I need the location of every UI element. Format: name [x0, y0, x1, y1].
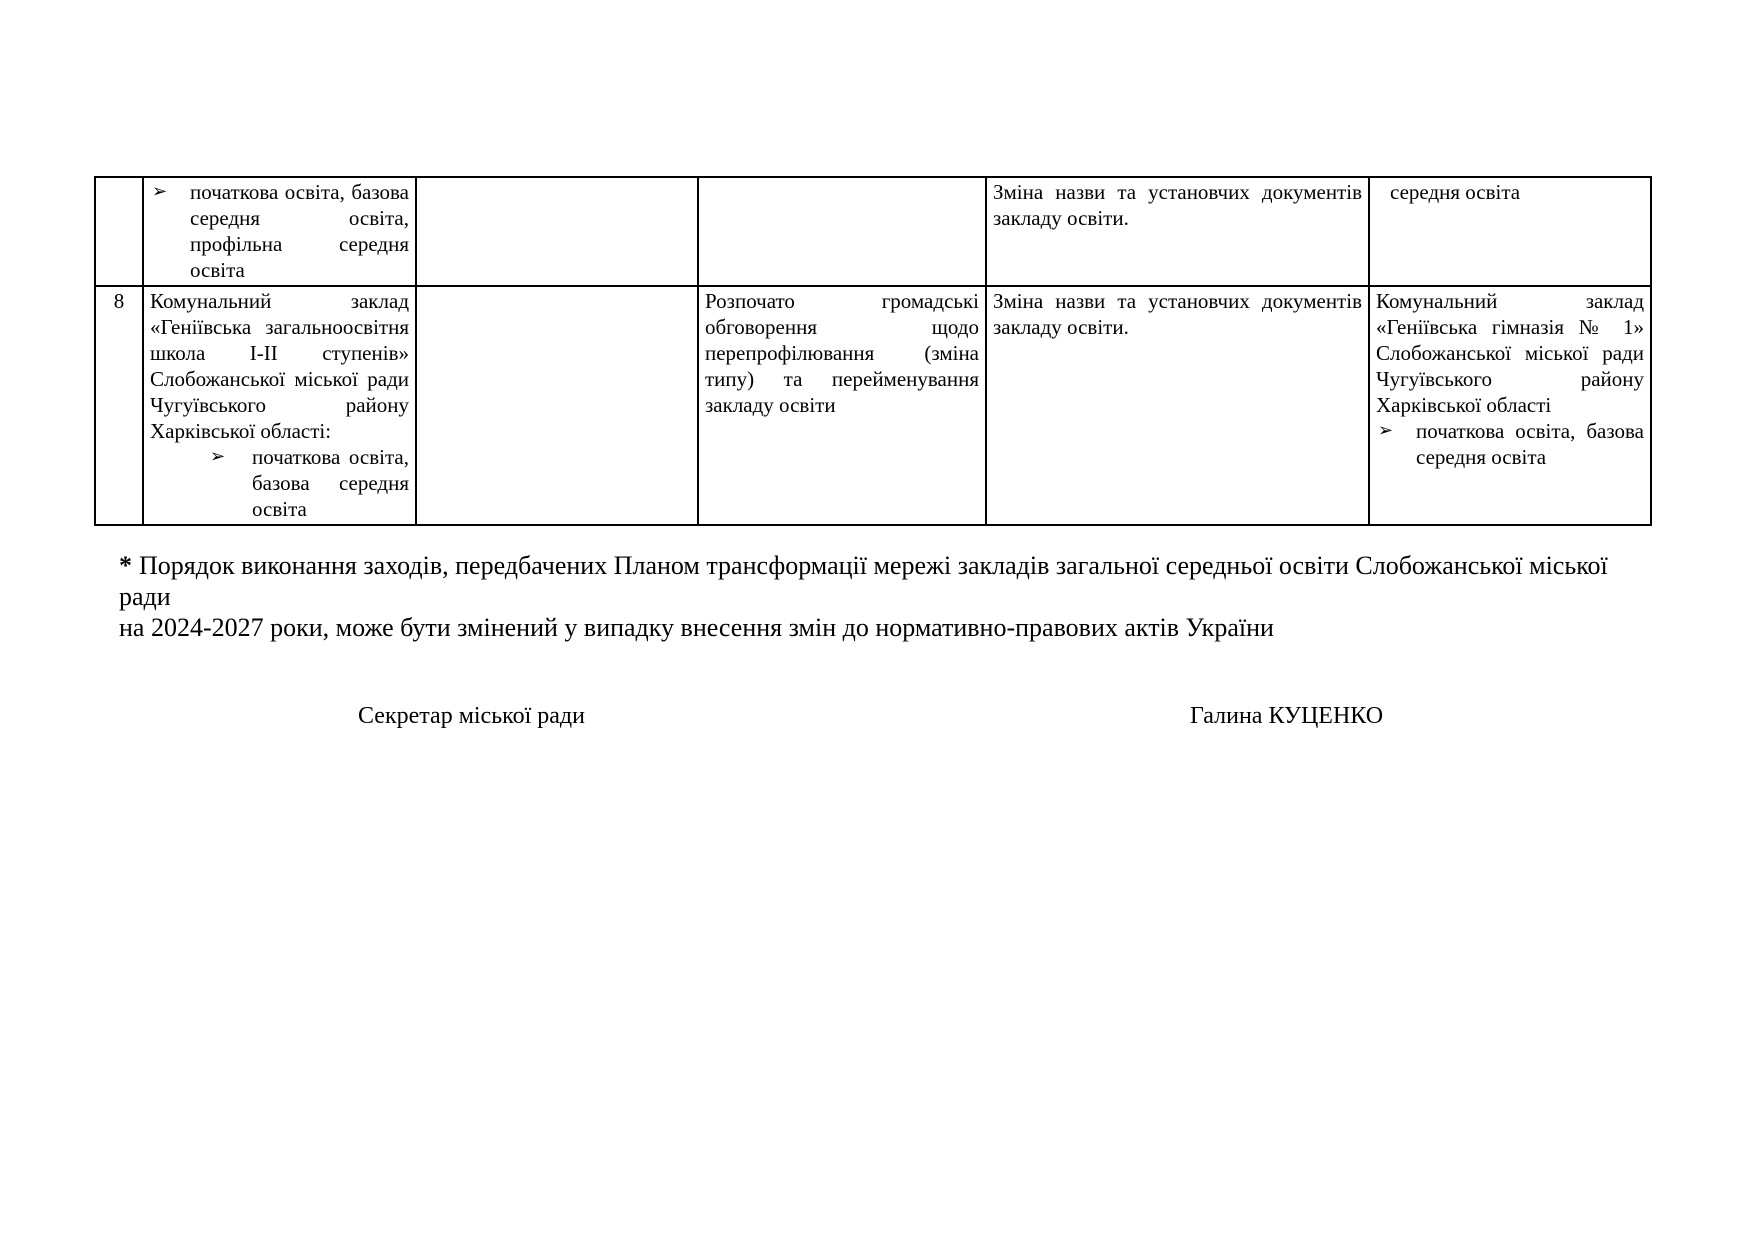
change-description-cell: Зміна назви та установчих документів закладу освіти.	[986, 286, 1369, 525]
education-level-item	[1376, 418, 1644, 470]
result-school-name-text: Комунальний заклад «Геніївська гімназія № 1» Слобожанської міської ради Чугуївського району Харківської області	[1376, 289, 1644, 417]
result-continuation-text: середня освіта	[1390, 180, 1521, 204]
result-cell	[1369, 286, 1651, 525]
empty-cell	[698, 177, 986, 286]
footnote-paragraph	[119, 550, 1631, 643]
change-description-cell: Зміна назви та установчих документів закладу освіти.	[986, 177, 1369, 286]
education-level-item	[208, 444, 409, 522]
empty-cell	[416, 177, 698, 286]
status-cell: Розпочато громадські обговорення щодо перепрофілювання (зміна типу) та перейменування закладу освіти	[698, 286, 986, 525]
bullet-arrow-icon: ➢	[210, 446, 226, 467]
footnote-asterisk: *	[119, 551, 132, 580]
table-row-8	[95, 286, 1651, 525]
row-number-cell: 8	[95, 286, 143, 525]
school-name-cell	[143, 177, 416, 286]
school-name-cell	[143, 286, 416, 525]
signature-title: Секретар міської ради	[358, 703, 585, 729]
bullet-arrow-icon: ➢	[1378, 420, 1394, 441]
signature-name: Галина КУЦЕНКО	[1190, 703, 1384, 729]
school-transformation-table	[94, 176, 1652, 526]
school-name-text: Комунальний заклад «Геніївська загальноосвітня школа І-ІІ ступенів» Слобожанської міської ради Чугуївського району Харківської області:	[150, 289, 409, 443]
education-level-item	[150, 179, 409, 283]
table-row-continuation	[95, 177, 1651, 286]
education-level-text: початкова освіта, базова середня освіта	[252, 445, 409, 521]
result-cell	[1369, 177, 1651, 286]
footnote-line-1: Порядок виконання заходів, передбачених Планом трансформації мережі закладів загальної середньої освіти Слобожанської міської ради	[119, 551, 1608, 611]
footnote-line-2: на 2024-2027 роки, може бути змінений у випадку внесення змін до нормативно-правових актів України	[119, 613, 1274, 642]
empty-cell	[416, 286, 698, 525]
education-level-text: початкова освіта, базова середня освіта, профільна середня освіта	[190, 180, 409, 282]
education-level-text: початкова освіта, базова середня освіта	[1416, 419, 1644, 469]
row-number-cell	[95, 177, 143, 286]
bullet-arrow-icon: ➢	[152, 181, 168, 202]
